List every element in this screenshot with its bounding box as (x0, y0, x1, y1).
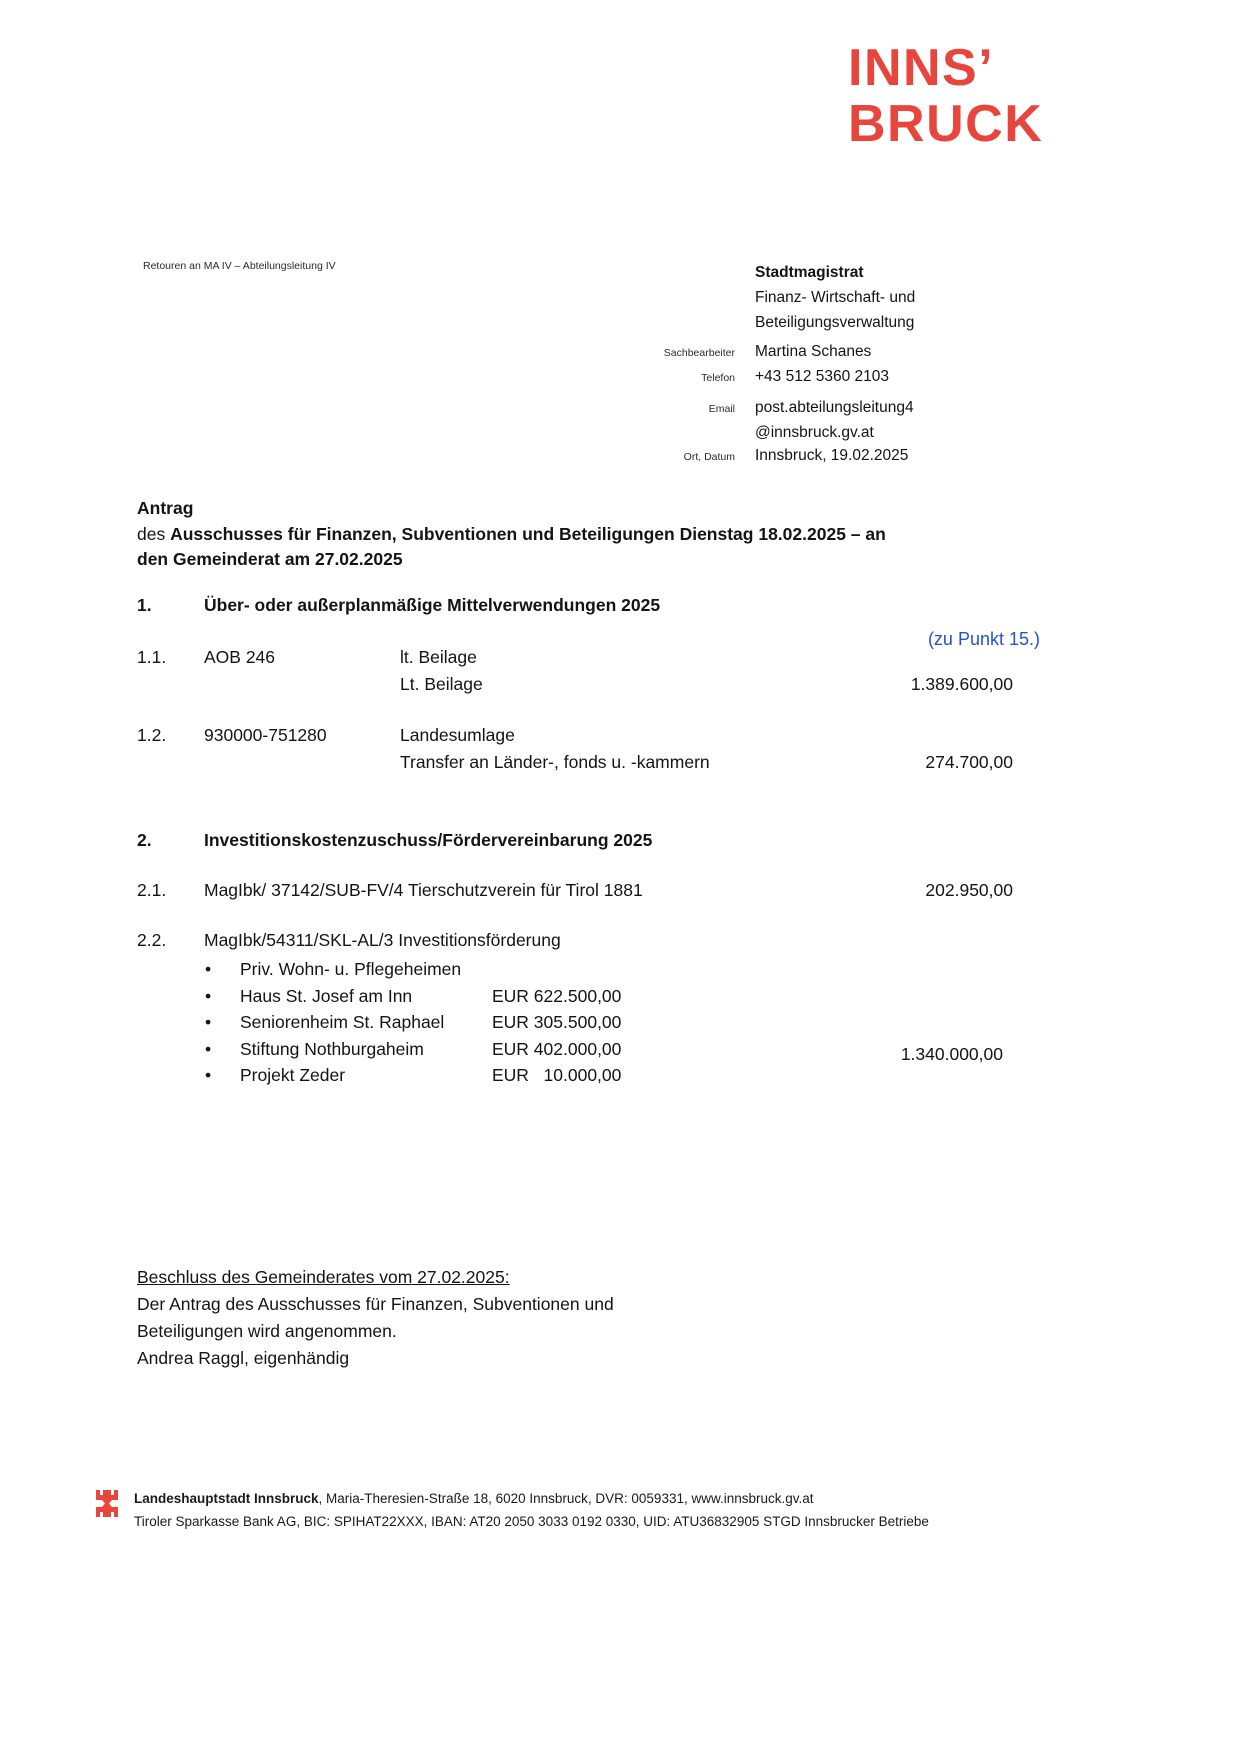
agenda-point-note: (zu Punkt 15.) (927, 629, 1040, 649)
section-1-heading (137, 595, 660, 616)
office-dept-line1: Finanz- Wirtschaft- und (755, 289, 916, 306)
email-value-line1: post.abteilungsleitung4 (755, 399, 914, 416)
phone-value: +43 512 5360 2103 (755, 368, 890, 385)
logo-line-2: BRUCK (848, 95, 1044, 154)
innsbruck-coat-of-arms-icon (95, 1490, 119, 1522)
email-label: Email (708, 403, 735, 415)
footer-address: , Maria-Theresien-Straße 18, 6020 Innsbruck, DVR: 0059331, www.innsbruck.gv.at (318, 1491, 814, 1506)
bullet-icon: • (205, 1012, 212, 1032)
bullet-icon: • (205, 985, 212, 1006)
bullet-icon: • (205, 1038, 212, 1059)
resolution-line-3: Andrea Raggl, eigenhändig (137, 1348, 350, 1368)
bullet-item (137, 1012, 1013, 1039)
item-2-2-text: MagIbk/54311/SKL-AL/3 Investitionsförderung (204, 930, 561, 950)
clerk-label: Sachbearbeiter (663, 347, 735, 359)
footer-city-name: Landeshauptstadt Innsbruck (134, 1491, 319, 1506)
section-2-heading (137, 830, 652, 851)
subject-bold-line1: Ausschusses für Finanzen, Subventionen und Beteiligungen Dienstag 18.02.2025 – an (170, 523, 886, 544)
bullet-amount: EUR 402.000,00 (492, 1038, 622, 1059)
bullet-item (137, 986, 1013, 1013)
bullet-amount: EUR 305.500,00 (492, 1012, 622, 1032)
item-2-2 (137, 930, 1013, 957)
bullet-label: Seniorenheim St. Raphael (240, 1012, 445, 1032)
item-1-2-amount: 274.700,00 (925, 752, 1013, 772)
bullet-item (137, 1065, 1013, 1092)
office-dept-line2: Beteiligungsverwaltung (755, 314, 915, 331)
bullet-icon: • (205, 959, 212, 979)
item-2-2-number: 2.2. (137, 930, 167, 950)
section-2-title: Investitionskostenzuschuss/Fördervereinbarung 2025 (204, 830, 653, 850)
item-1-2-desc-line1: Landesumlage (400, 725, 515, 745)
item-2-2-total-amount: 1.340.000,00 (900, 1044, 1003, 1064)
section-2-number: 2. (137, 830, 152, 850)
section-1-title: Über- oder außerplanmäßige Mittelverwendungen 2025 (204, 595, 661, 615)
innsbruck-logo (848, 40, 1043, 152)
phone-label: Telefon (701, 372, 735, 384)
footer-line-1 (134, 1487, 929, 1510)
subject-block (137, 496, 1047, 573)
bullet-label: Projekt Zeder (240, 1065, 346, 1085)
item-1-2-desc-line2: Transfer an Länder-, fonds u. -kammern (400, 752, 710, 772)
bullet-label: Haus St. Josef am Inn (240, 985, 413, 1006)
resolution-line-1: Der Antrag des Ausschusses für Finanzen, Subventionen und (137, 1294, 614, 1314)
office-title: Stadtmagistrat (755, 264, 864, 281)
resolution-line-2: Beteiligungen wird angenommen. (137, 1321, 397, 1341)
return-note: Retouren an MA IV – Abteilungsleitung IV (143, 260, 336, 272)
item-2-1-number: 2.1. (137, 880, 167, 900)
subject-line-1 (137, 522, 1047, 548)
logo-line-1: INNS’ (848, 39, 995, 97)
bullet-icon: • (205, 1065, 212, 1085)
item-1-2-number: 1.2. (137, 725, 167, 745)
item-2-1 (137, 880, 1013, 907)
place-date-value: Innsbruck, 19.02.2025 (755, 447, 909, 464)
footer (95, 1487, 929, 1533)
resolution-block (137, 1264, 614, 1372)
item-1-1-number: 1.1. (137, 647, 167, 667)
email-value-line2: @innsbruck.gv.at (755, 424, 874, 441)
bullet-label: Priv. Wohn- u. Pflegeheimen (240, 959, 462, 979)
item-1-1 (137, 647, 1013, 701)
item-1-2-code: 930000-751280 (204, 725, 327, 745)
place-date-label: Ort, Datum (683, 451, 735, 463)
item-2-1-text: MagIbk/ 37142/SUB-FV/4 Tierschutzverein für Tirol 1881 (204, 880, 643, 900)
bullet-label: Stiftung Nothburgaheim (240, 1038, 424, 1059)
section-1-number: 1. (137, 595, 152, 615)
subject-bold-line2: den Gemeinderat am 27.02.2025 (137, 549, 403, 569)
footer-text (134, 1487, 929, 1533)
clerk-value: Martina Schanes (755, 343, 872, 360)
item-1-2 (137, 725, 1013, 779)
bullet-item (137, 959, 1013, 986)
item-2-1-amount: 202.950,00 (925, 880, 1013, 900)
subject-title: Antrag (137, 498, 194, 518)
item-2-2-bullet-list (137, 959, 1013, 1092)
subject-prefix: des (137, 523, 171, 544)
item-1-1-code: AOB 246 (204, 647, 276, 667)
bullet-amount: EUR 622.500,00 (492, 985, 622, 1006)
item-1-1-amount: 1.389.600,00 (910, 674, 1013, 694)
footer-line-2: Tiroler Sparkasse Bank AG, BIC: SPIHAT22XXX, IBAN: AT20 2050 3033 0192 0330, UID: ATU36832905 STGD Innsbrucker Betriebe (134, 1514, 929, 1529)
resolution-heading: Beschluss des Gemeinderates vom 27.02.2025: (137, 1267, 510, 1287)
item-1-1-desc-line1: lt. Beilage (400, 647, 477, 667)
item-1-1-desc-line2: Lt. Beilage (400, 674, 483, 694)
bullet-amount: EUR 10.000,00 (492, 1065, 622, 1085)
